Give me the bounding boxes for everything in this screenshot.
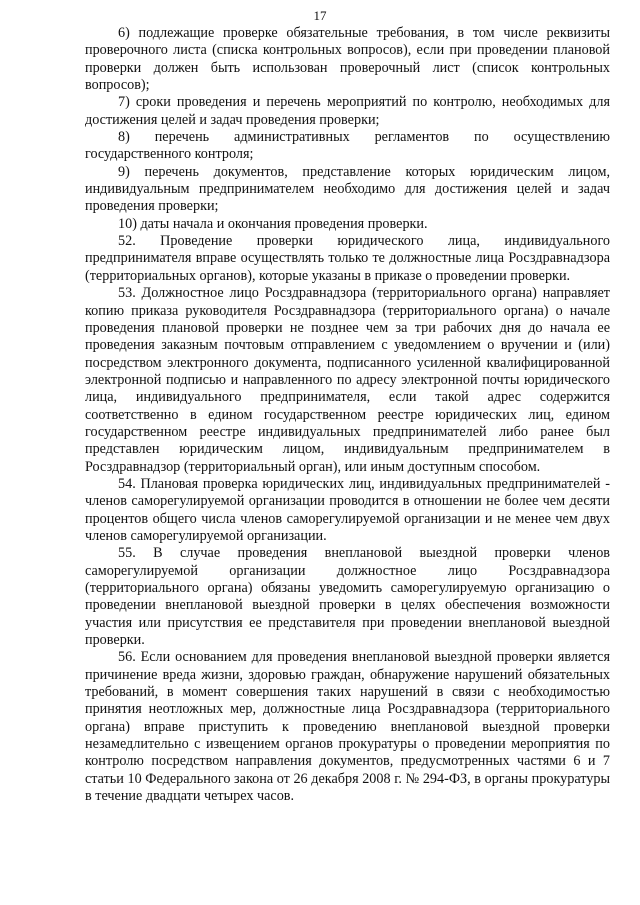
paragraph-53: 53. Должностное лицо Росздравнадзора (территориального органа) направляет копию приказа руководителя Росздравнадзора (территориального органа) о начале проведения плановой проверки не позднее чем за три рабочих дня до начала ее проведения заказным почтовым отправлением с уведомлением о вручении и (или) посредством электронного документа, подписанного усиленной квалифицированной электронной подписью и направленного по адресу электронной почты юридического лица, индивидуального предпринимателя, если такой адрес содержится соответственно в едином государственном реестре юридических лиц, едином государственном реестре индивидуальных предпринимателей либо ранее был представлен юридическим лицом, индивидуальным предпринимателем в Росздравнадзор (территориальный орган), или иным доступным способом. [85,285,610,475]
paragraph-item-8: 8) перечень административных регламентов по осуществлению государственного контроля; [85,129,610,163]
paragraph-item-7: 7) сроки проведения и перечень мероприятий по контролю, необходимых для достижения целей и задач проведения проверки; [85,94,610,128]
document-body [85,25,610,805]
paragraph-item-9: 9) перечень документов, представление которых юридическим лицом, индивидуальным предпринимателем необходимо для достижения целей и задач проведения проверки; [85,163,610,215]
paragraph-56: 56. Если основанием для проведения внеплановой выездной проверки является причинение вреда жизни, здоровью граждан, обнаружение нарушений обязательных требований, в момент совершения таких нарушений в связи с необходимостью принятия неотложных мер, должностные лица Росздравнадзора (территориального органа) вправе приступить к проведению внеплановой выездной проверки незамедлительно с извещением органов прокуратуры о проведении мероприятия по контролю посредством направления документов, предусмотренных частями 6 и 7 статьи 10 Федерального закона от 26 декабря 2008 г. № 294-ФЗ, в органы прокуратуры в течение двадцати четырех часов. [85,649,610,805]
paragraph-item-6: 6) подлежащие проверке обязательные требования, в том числе реквизиты проверочного листа (списка контрольных вопросов), если при проведении плановой проверки должен быть использован проверочный лист (список контрольных вопросов); [85,25,610,94]
paragraph-55: 55. В случае проведения внеплановой выездной проверки членов саморегулируемой организации должностное лицо Росздравнадзора (территориального органа) обязаны уведомить саморегулируемую организацию о проведении внеплановой выездной проверки в целях обеспечения возможности участия или присутствия ее представителя при проведении внеплановой выездной проверки. [85,545,610,649]
paragraph-item-10: 10) даты начала и окончания проведения проверки. [118,215,428,232]
paragraph-54: 54. Плановая проверка юридических лиц, индивидуальных предпринимателей - членов саморегулируемой организации проводится в отношении не более чем десяти процентов общего числа членов саморегулируемой организации и не менее чем двух членов саморегулируемой организации. [85,475,610,544]
paragraph-52: 52. Проведение проверки юридического лица, индивидуального предпринимателя вправе осуществлять только те должностные лица Росздравнадзора (территориальных органов), которые указаны в приказе о проведении проверки. [85,233,610,284]
page-number: 17 [313,8,327,23]
